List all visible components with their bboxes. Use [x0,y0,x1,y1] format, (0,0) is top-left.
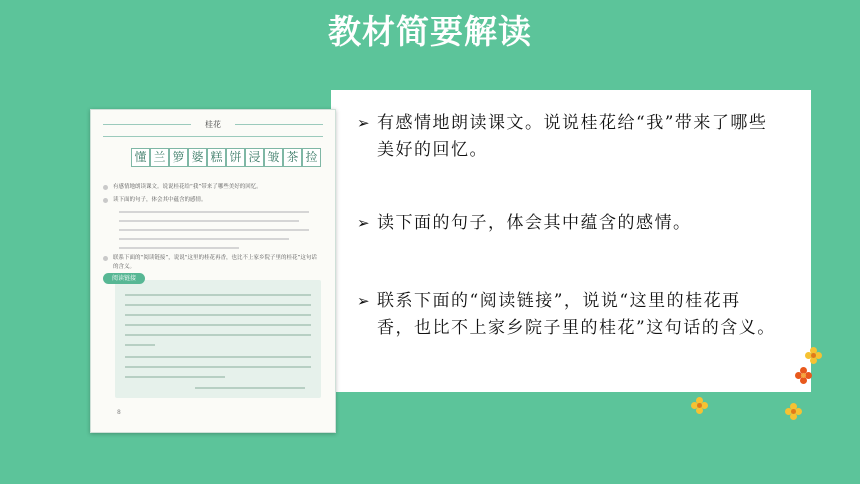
text-line [119,211,309,213]
text-line [119,220,299,222]
vocab-char: 懂 [131,148,150,167]
bullet-2-text: 读下面的句子，体会其中蕴含的感情。 [377,213,692,233]
textbook-page-image [90,109,336,433]
vocab-char: 饼 [226,148,245,167]
bullet-1 [357,110,777,164]
text-line [125,366,311,368]
text-line [119,238,289,240]
bullet-3-text: 联系下面的“阅读链接”，说说“这里的桂花再香，也比不上家乡院子里的桂花”这句话的含义。 [377,291,776,338]
vocab-char: 皱 [264,148,283,167]
vocab-char: 茶 [283,148,302,167]
text-line [125,324,311,326]
reading-link-tag: 阅读链接 [103,273,145,284]
bullet-3 [357,288,777,342]
text-line [125,344,155,346]
exercise-3-text: 联系下面的“阅读链接”，说说“这里的桂花再香，也比不上家乡院子里的桂花”这句话的含义。 [113,255,317,270]
reading-link-box [115,280,321,398]
page-title: 教材简要解读 [328,12,532,51]
lesson-title: 桂花 [191,119,235,130]
vocab-characters [131,148,321,167]
vocab-char: 兰 [150,148,169,167]
vocab-char: 婆 [188,148,207,167]
arrow-bullet-icon: ➢ [357,292,372,310]
vocab-char: 捡 [302,148,321,167]
text-line [125,356,311,358]
bullet-2 [357,210,777,237]
vocab-char: 浸 [245,148,264,167]
divider [103,136,323,137]
text-line [125,314,311,316]
vocab-char: 箩 [169,148,188,167]
text-line [195,387,305,389]
text-line [125,304,311,306]
exercise-2-text: 读下面的句子，体会其中蕴含的感情。 [113,197,207,203]
vocab-char: 糕 [207,148,226,167]
arrow-bullet-icon: ➢ [357,214,372,232]
page-number: 8 [117,409,121,416]
exercise-dot [103,198,108,203]
arrow-bullet-icon: ➢ [357,114,372,132]
bullet-1-text: 有感情地朗读课文。说说桂花给“我”带来了哪些美好的回忆。 [377,113,768,160]
text-line [125,334,311,336]
exercise-1-text: 有感情地朗读课文。说说桂花给“我”带来了哪些美好的回忆。 [113,184,262,190]
exercise-dot [103,256,108,261]
text-line [125,294,311,296]
exercise-dot [103,185,108,190]
text-line [119,229,309,231]
text-line [119,247,239,249]
text-line [125,376,225,378]
